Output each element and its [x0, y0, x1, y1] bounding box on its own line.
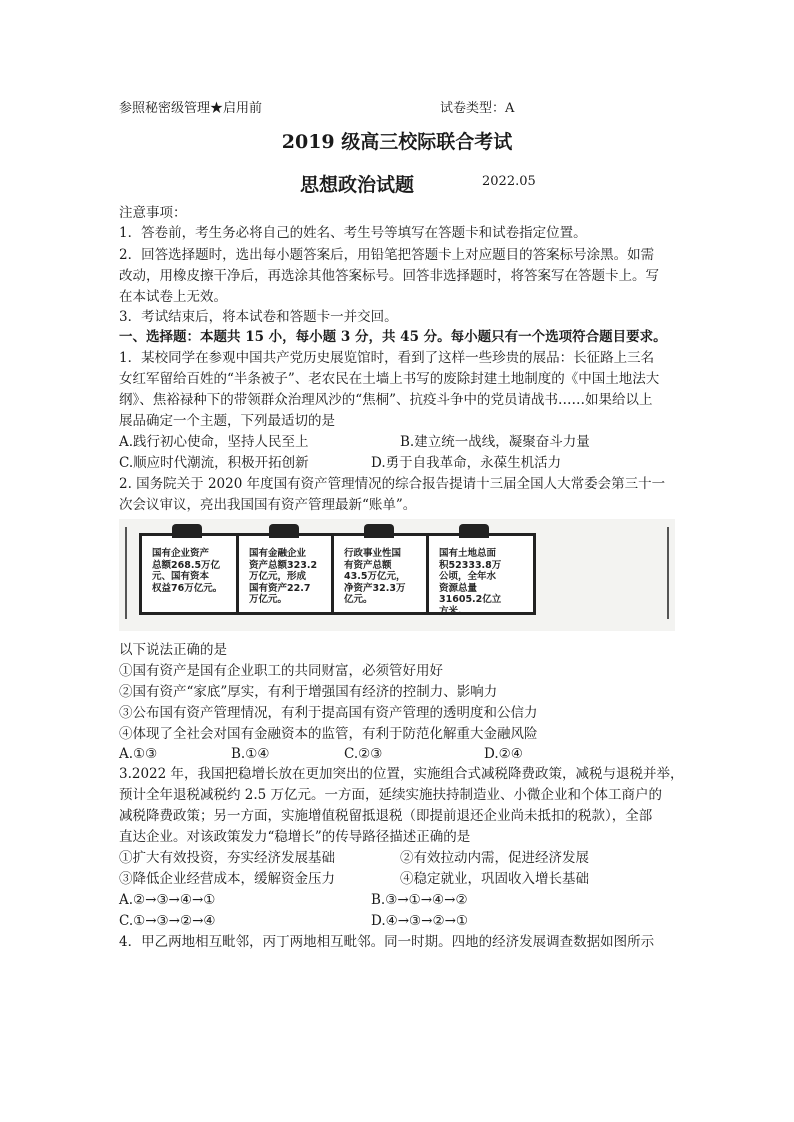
question-4-stem-line-1: 4．甲乙两地相互毗邻，丙丁两地相互毗邻。同一时期。四地的经济发展调查数据如图所示 — [119, 934, 655, 950]
asset-card-enterprise — [139, 533, 249, 615]
question-3-stem-line-1: 3.2022 年，我国把稳增长放在更加突出的位置，实施组合式减税降费政策，减税与退税并举， — [119, 766, 684, 782]
state-assets-infographic — [119, 519, 675, 631]
exam-title: 2019 级高三校际联合考试 — [281, 131, 513, 153]
asset-card-finance — [236, 533, 346, 615]
question-2-statement-3: ③公布国有资产管理情况，有利于提高国有资产管理的透明度和公信力 — [119, 705, 538, 721]
question-3-stem-line-4: 直达企业。对该政策发力“稳增长”的传导路径描述正确的是 — [119, 829, 471, 845]
question-1-stem-line-1: 1．某校同学在参观中国共产党历史展览馆时，看到了这样一些珍贵的展品：长征路上三名 — [119, 350, 655, 366]
question-2-option-c: C.②③ — [344, 746, 383, 762]
question-1-stem-line-2: 女红军留给百姓的“半条被子”、老农民在土墙上书写的废除封建土地制度的《中国土地法大 — [119, 371, 660, 387]
question-3-statement-4: ④稳定就业，巩固收入增长基础 — [400, 871, 589, 887]
question-2-statement-1: ①国有资产是国有企业职工的共同财富，必须管好用好 — [119, 663, 443, 679]
question-3-statement-2: ②有效拉动内需，促进经济发展 — [400, 850, 589, 866]
question-2-prompt: 以下说法正确的是 — [119, 642, 227, 658]
question-1-stem-line-3: 纲》、焦裕禄种下的带领群众治理风沙的“焦桐”、抗疫斗争中的党员请战书……如果给以上 — [119, 392, 653, 408]
question-3-statement-1: ①扩大有效投资，夯实经济发展基础 — [119, 850, 335, 866]
question-3-option-c: C.①→③→②→④ — [119, 913, 216, 929]
card-tab — [172, 524, 202, 538]
question-1-option-a: A.践行初心使命，坚持人民至上 — [119, 434, 309, 450]
question-1-option-c: C.顺应时代潮流，积极开拓创新 — [119, 455, 309, 471]
question-1-option-b: B.建立统一战线，凝聚奋斗力量 — [400, 434, 590, 450]
asset-card-enterprise-text: 国有企业资产 总额268.5万亿 元、国有资本 权益76万亿元。 — [152, 548, 223, 594]
asset-card-finance-text: 国有金融企业 资产总额323.2 万亿元，形成 国有资产22.7 万亿元。 — [249, 548, 318, 605]
question-1-stem-line-4: 展品确定一个主题，下列最适切的是 — [119, 413, 335, 429]
card-tab — [364, 524, 394, 538]
notes-heading: 注意事项： — [119, 205, 187, 221]
asset-card-administrative — [331, 533, 441, 615]
section-heading: 一、选择题：本题共 15 小，每小题 3 分，共 45 分。每小题只有一个选项符合题目要求。 — [119, 329, 667, 345]
asset-card-land-text: 国有土地总面 积52333.8万 公顷，全年水 资源总量 31605.2亿立 方米。 — [439, 548, 502, 617]
question-2-statement-4: ④体现了全社会对国有金融资本的监管，有利于防范化解重大金融风险 — [119, 726, 538, 742]
question-2-option-b: B.①④ — [231, 746, 270, 762]
note-item-2-line-2: 改动，用橡皮擦干净后，再选涂其他答案标号。回答非选择题时，将答案写在答题卡上。写 — [119, 268, 659, 284]
question-3-stem-line-3: 减税降费政策；另一方面，实施增值税留抵退税（即提前退还企业尚未抵扣的税款），全部 — [119, 808, 653, 824]
note-item-1: 1．答卷前，考生务必将自己的姓名、考生号等填写在答题卡和试卷指定位置。 — [119, 225, 587, 241]
exam-date: 2022.05 — [482, 174, 536, 189]
paper-type-label: 试卷类型：A — [440, 101, 515, 116]
security-label: 参照秘密级管理★启用前 — [119, 101, 263, 116]
question-2-option-d: D.②④ — [484, 746, 523, 762]
question-3-statement-3: ③降低企业经营成本，缓解资金压力 — [119, 871, 335, 887]
card-tab — [459, 524, 489, 538]
question-3-option-a: A.②→③→④→① — [119, 892, 216, 908]
question-3-option-d: D.④→③→②→① — [371, 913, 468, 929]
question-1-option-d: D.勇于自我革命，永葆生机活力 — [371, 455, 562, 471]
asset-card-administrative-text: 行政事业性国 有资产总额 43.5万亿元， 净资产32.3万 亿元。 — [344, 548, 406, 605]
note-item-2-line-1: 2．回答选择题时，选出每小题答案后，用铅笔把答题卡上对应题目的答案标号涂黑。如需 — [119, 247, 655, 263]
note-item-3: 3．考试结束后，将本试卷和答题卡一并交回。 — [119, 309, 398, 325]
question-2-stem-line-1: 2. 国务院关于 2020 年度国有资产管理情况的综合报告提请十三届全国人大常委会第三十一 — [119, 476, 666, 492]
card-tab — [269, 524, 299, 538]
asset-card-land — [426, 533, 536, 615]
question-2-stem-line-2: 次会议审议，亮出我国国有资产管理最新“账单”。 — [119, 497, 417, 513]
question-2-option-a: A.①③ — [119, 746, 158, 762]
note-item-2-line-3: 在本试卷上无效。 — [119, 289, 227, 305]
question-3-option-b: B.③→①→④→② — [371, 892, 468, 908]
question-3-stem-line-2: 预计全年退税减税约 2.5 万亿元。一方面，延续实施扶持制造业、小微企业和个体工商户的 — [119, 787, 663, 803]
question-2-statement-2: ②国有资产“家底”厚实，有利于增强国有经济的控制力、影响力 — [119, 684, 498, 700]
subject-title: 思想政治试题 — [300, 174, 415, 196]
